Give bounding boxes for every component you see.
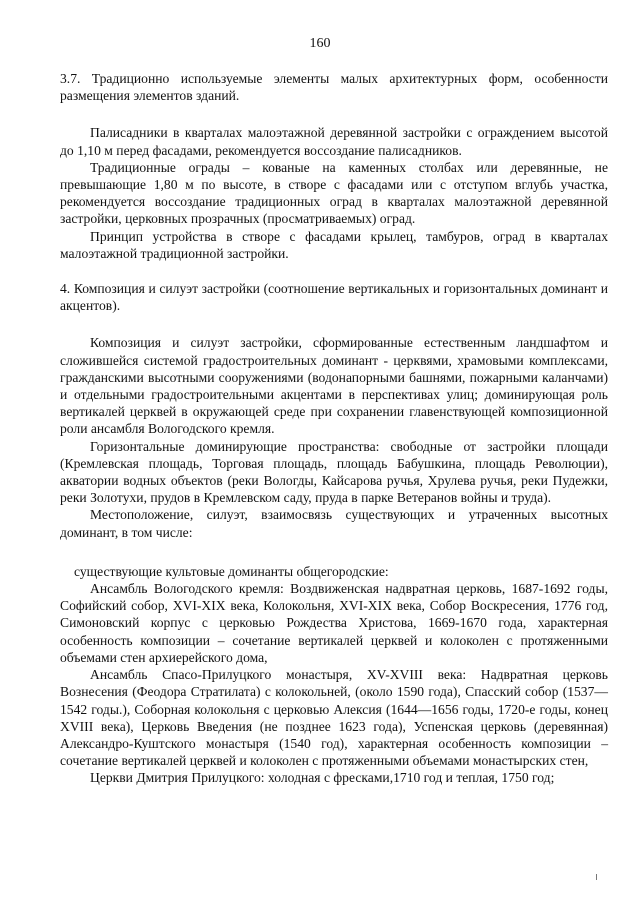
scan-mark bbox=[596, 874, 597, 880]
section-4-heading: 4. Композиция и силуэт застройки (соотношение вертикальных и горизонтальных доминант и акцентов). bbox=[60, 281, 608, 314]
section-3-7-heading: 3.7. Традиционно используемые элементы малых архитектурных форм, особенности размещения элементов зданий. bbox=[60, 71, 608, 104]
page-content bbox=[60, 70, 608, 787]
paragraph-kremlin-ensemble: Ансамбль Вологодского кремля: Воздвиженская надвратная церковь, 1687-1692 годы, Софийский собор, XVI-XIX века, Колокольня, XVI-XIX века, Собор Воскресения, 1776 год, Симоновский корпус с церковью Рождества Христова, 1669-1670 года, характерная особенность композиции – сочетание вертикалей церквей и колоколен с протяженными объемами стен архиерейского дома, bbox=[60, 581, 608, 665]
paragraph-composition: Композиция и силуэт застройки, сформированные естественным ландшафтом и сложившейся системой градостроительных доминант - церквями, храмовыми комплексами, гражданскими высотными сооружениями (водонапорными башнями, пожарными каланчами) и отдельными градостроительными акцентами в перспективах улиц; доминирующая роль вертикалей церквей в окружающей среде при сохранении главенствующей композиционной роли ансамбля Вологодского кремля. bbox=[60, 335, 608, 437]
paragraph-porches: Принцип устройства в створе с фасадами крылец, тамбуров, оград в кварталах малоэтажной традиционной застройки. bbox=[60, 228, 608, 261]
paragraph-dmitry-prilutsky-churches: Церкви Дмитрия Прилуцкого: холодная с фресками,1710 год и теплая, 1750 год; bbox=[90, 770, 555, 786]
paragraph-location-silhouette: Местоположение, силуэт, взаимосвязь существующих и утраченных высотных доминант, в том числе: bbox=[60, 507, 608, 540]
paragraph-spaso-prilutsky: Ансамбль Спасо-Прилуцкого монастыря, XV-XVIII века: Надвратная церковь Вознесения (Феодора Стратилата) с колокольней, (около 1590 года), Спасский собор (1537—1542 годы.), Соборная колокольня с церковью Алексия (1644—1656 годы, 1720-е годы, конец XVIII века), Церковь Введения (не позднее 1623 года), Успенская церковь (деревянная) Александро-Куштского монастыря (1540 год), характерная особенность композиции – сочетание вертикалей церквей и колоколен с протяженными объемами монастырских стен, bbox=[60, 667, 608, 769]
paragraph-fences: Традиционные ограды – кованые на каменных столбах или деревянные, не превышающие 1,80 м по высоте, в створе с фасадами или с отступом вглубь участка, рекомендуется воссоздание традиционных оград в кварталах малоэтажной деревянной застройки, церковных прозрачных (просматриваемых) оград. bbox=[60, 159, 608, 227]
page-number: 160 bbox=[309, 36, 331, 51]
paragraph-horizontal-spaces: Горизонтальные доминирующие пространства: свободные от застройки площади (Кремлевская площадь, Торговая площадь, площадь Бабушкина, площадь Революции), акватории водных объектов (реки Вологды, Кайсарова ручья, Хрулева ручья, реки Пудежки, реки Золотухи, прудов в Кремлевском саду, пруда в парке Ветеранов войны и труда). bbox=[60, 438, 608, 506]
cult-dominants-heading: существующие культовые доминанты общегородские: bbox=[74, 563, 389, 579]
paragraph-palisades: Палисадники в кварталах малоэтажной деревянной застройки с ограждением высотой до 1,10 м перед фасадами, рекомендуется воссоздание палисадников. bbox=[60, 125, 608, 158]
